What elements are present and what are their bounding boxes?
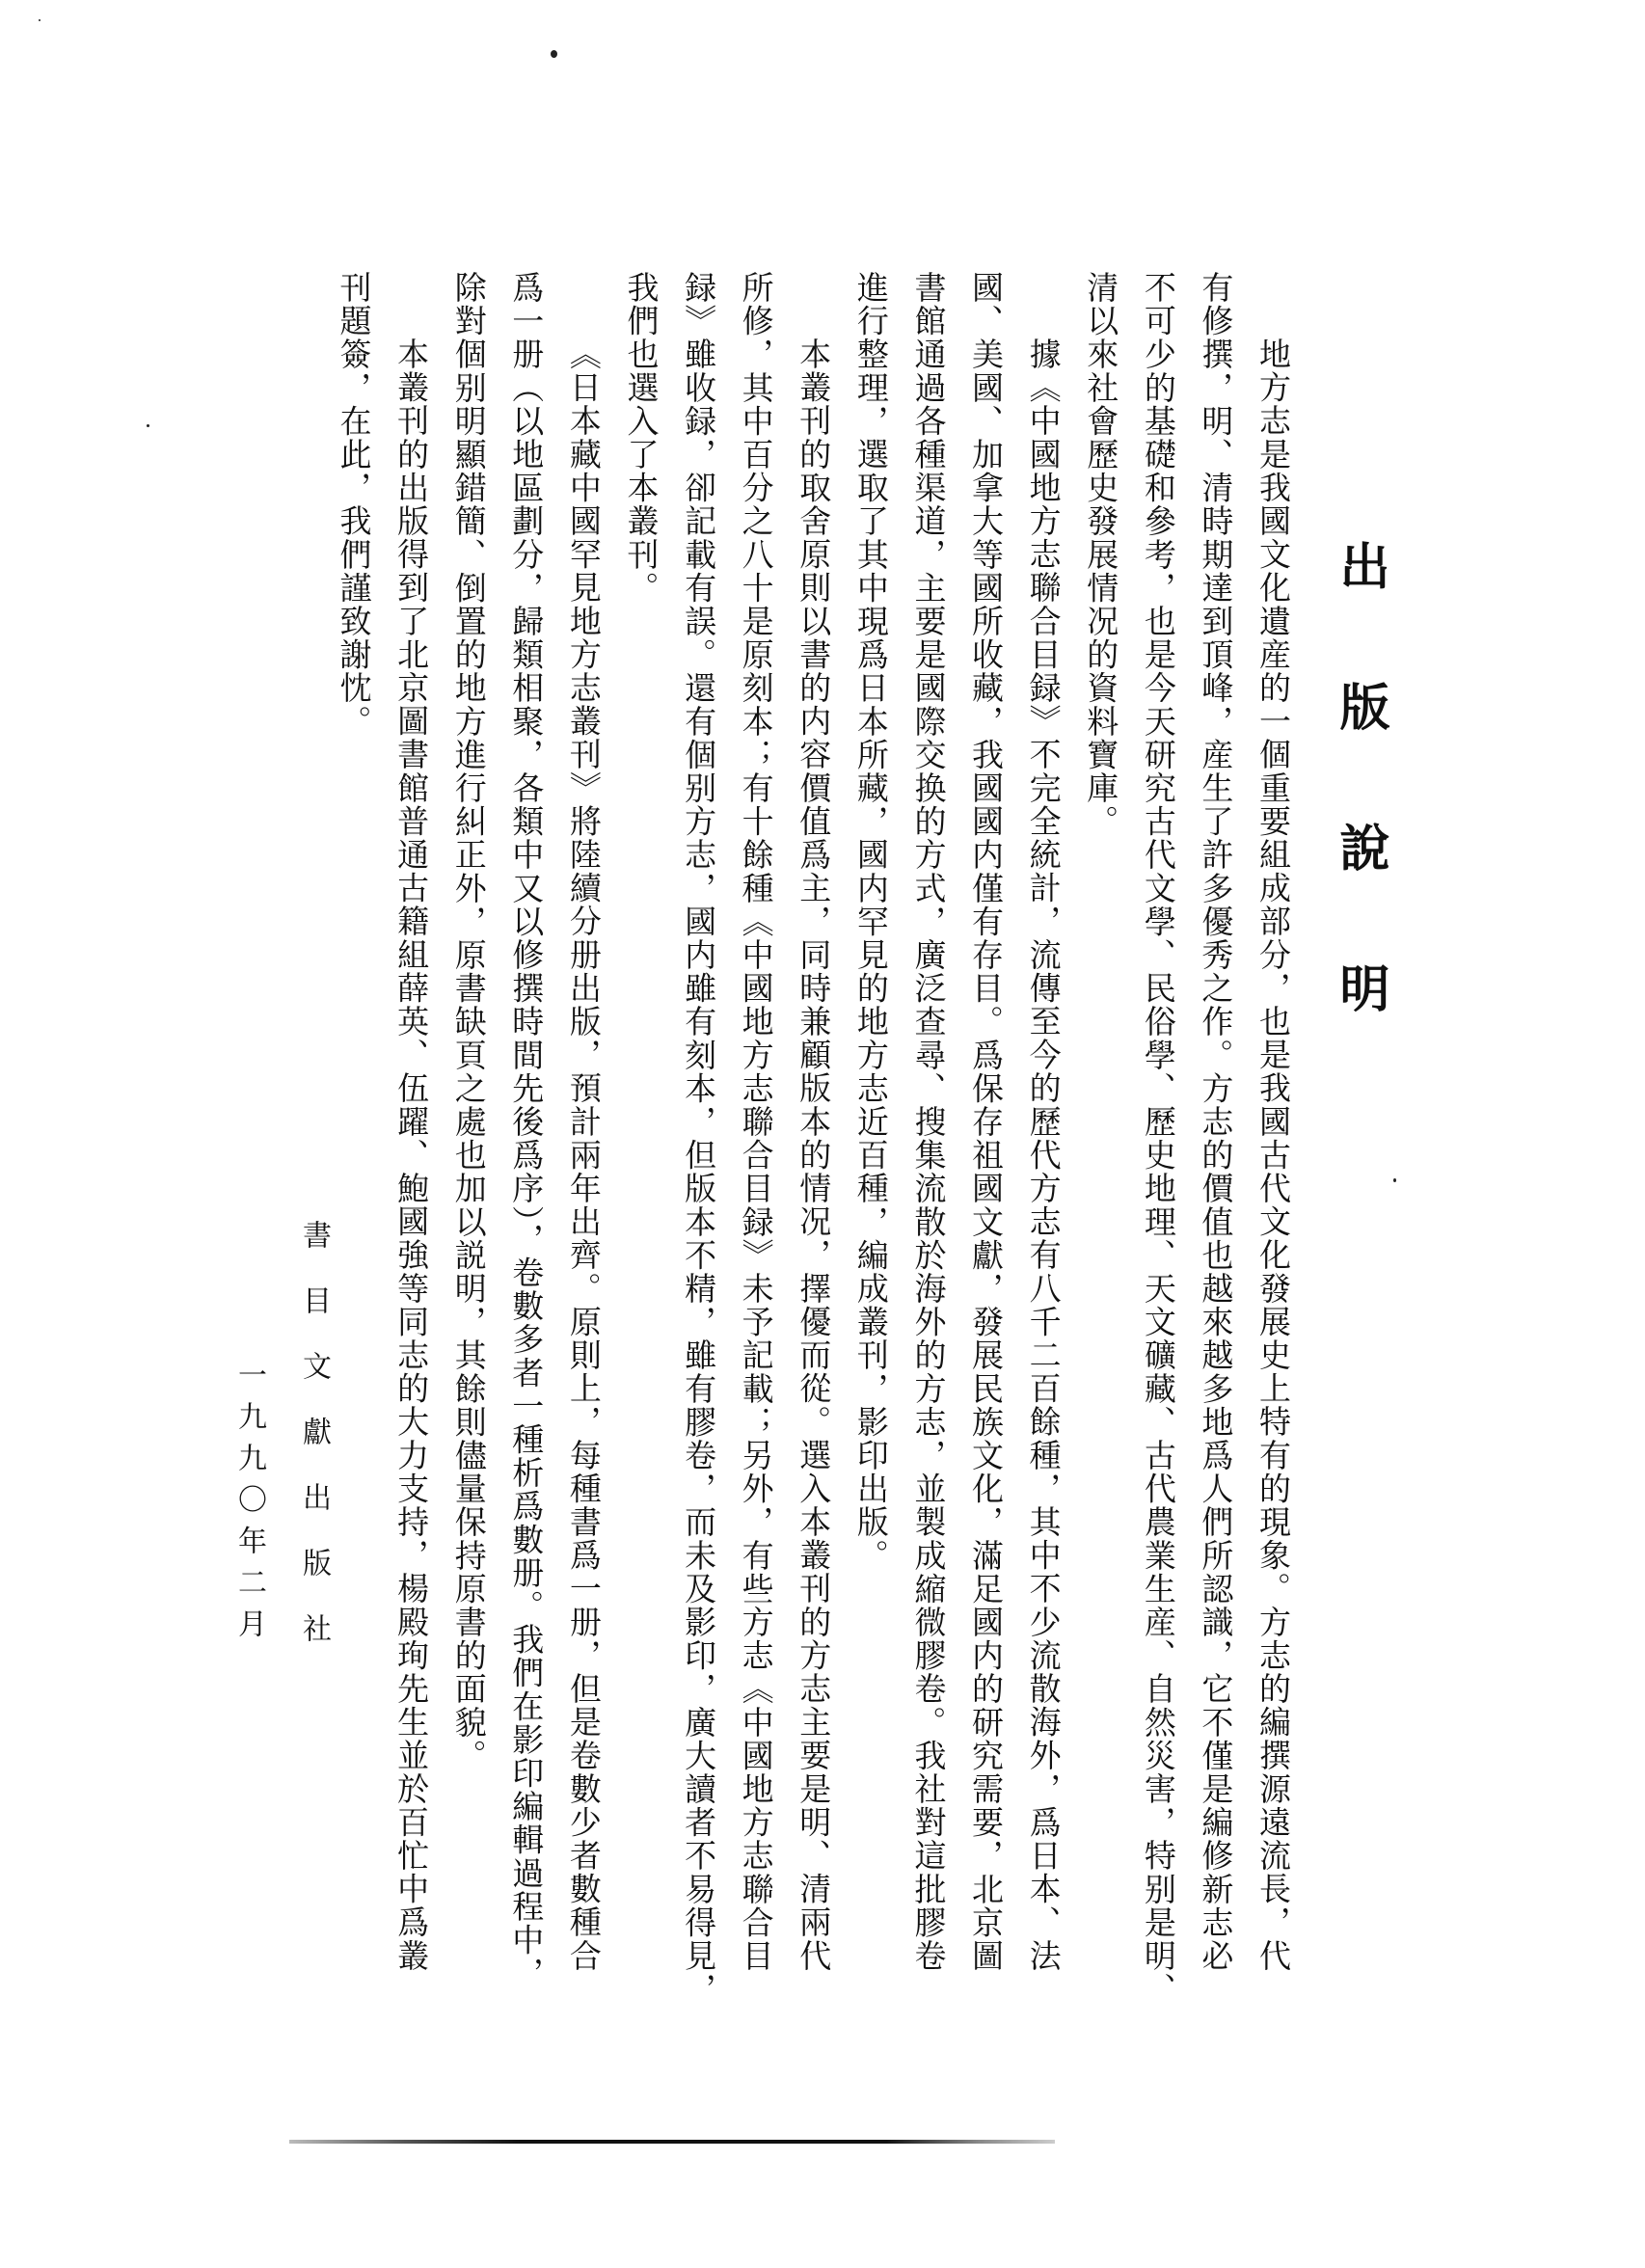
paragraph-1-line: 清以來社會歷史發展情况的資料寶庫。 — [1082, 271, 1120, 839]
paragraph-5-line: 本叢刊的出版得到了北京圖書館普通古籍組薛英、伍躍、鮑國強等同志的大力支持，楊殿珣先生並於百忙中爲叢 — [392, 338, 431, 1973]
paragraph-2-line: 進行整理，選取了其中現爲日本所藏，國内罕見的地方志近百種，編成叢刊，影印出版。 — [851, 271, 890, 1573]
paragraph-4-line: 除對個别明顯錯簡、倒置的地方進行糾正外，原書缺頁之處也加以説明，其餘則儘量保持原書的面貌。 — [449, 271, 488, 1772]
paragraph-4-line: 爲一册（以地區劃分，歸類相聚，各類中又以修撰時間先後爲序），卷數多者一種析爲數册。我們在影印編輯過程中， — [507, 271, 546, 1990]
paragraph-3-line: 我們也選入了本叢刊。 — [622, 271, 661, 605]
paragraph-3-line: 録》雖收録，卻記載有誤。還有個别方志，國内雖有刻本，但版本不精，雖有膠卷，而未及影印，廣大讀者不易得見， — [680, 271, 718, 2007]
paragraph-4-line: 《日本藏中國罕見地方志叢刊》將陸續分册出版，預計兩年出齊。原則上，每種書爲一册，但是卷數少者數種合 — [564, 338, 603, 1973]
paragraph-2-line: 書館通過各種渠道，主要是國際交换的方式，廣泛查尋、搜集流散於海外的方志，並製成縮微膠卷。我社對這批膠卷 — [909, 271, 948, 1973]
paragraph-2-line: 國、美國、加拿大等國所收藏，我國國内僅有存目。爲保存祖國文獻，發展民族文化，滿足國内的研究需要，北京圖 — [967, 271, 1006, 1973]
scan-speck — [147, 424, 149, 427]
page-title: 出版說明 — [1331, 540, 1389, 1103]
scan-speck — [551, 50, 557, 58]
publisher-signature: 書目文獻出版社 — [297, 1220, 331, 1679]
paragraph-5-line: 刊題簽，在此，我們謹致謝忱。 — [335, 271, 373, 739]
signature-date: 一九九〇年二月 — [232, 1360, 266, 1650]
scan-edge-line — [289, 2140, 1055, 2144]
paragraph-2-line: 據《中國地方志聯合目録》不完全統計，流傳至今的歷代方志有八千二百餘種，其中不少流散海外，爲日本、法 — [1024, 338, 1063, 1973]
scan-speck — [39, 19, 40, 21]
paragraph-3-line: 所修，其中百分之八十是原刻本；有十餘種《中國地方志聯合目録》未予記載；另外，有些方志《中國地方志聯合目 — [737, 271, 775, 1973]
paragraph-1-line: 有修撰，明、清時期達到頂峰，産生了許多優秀之作。方志的價值也越來越多地爲人們所認識，它不僅是編修新志必 — [1197, 271, 1235, 1973]
paragraph-3-line: 本叢刊的取舍原則以書的内容價值爲主，同時兼顧版本的情况，擇優而從。選入本叢刊的方志主要是明、清兩代 — [795, 338, 833, 1973]
paragraph-1-line: 不可少的基礎和參考，也是今天研究古代文學、民俗學、歷史地理、天文礦藏、古代農業生産、自然災害，特别是明、 — [1139, 271, 1177, 2007]
scan-speck — [1393, 1178, 1396, 1182]
body-text — [325, 271, 1302, 2007]
paragraph-1-line: 地方志是我國文化遺産的一個重要組成部分，也是我國古代文化發展史上特有的現象。方志的編撰源遠流長，代 — [1254, 338, 1292, 1973]
